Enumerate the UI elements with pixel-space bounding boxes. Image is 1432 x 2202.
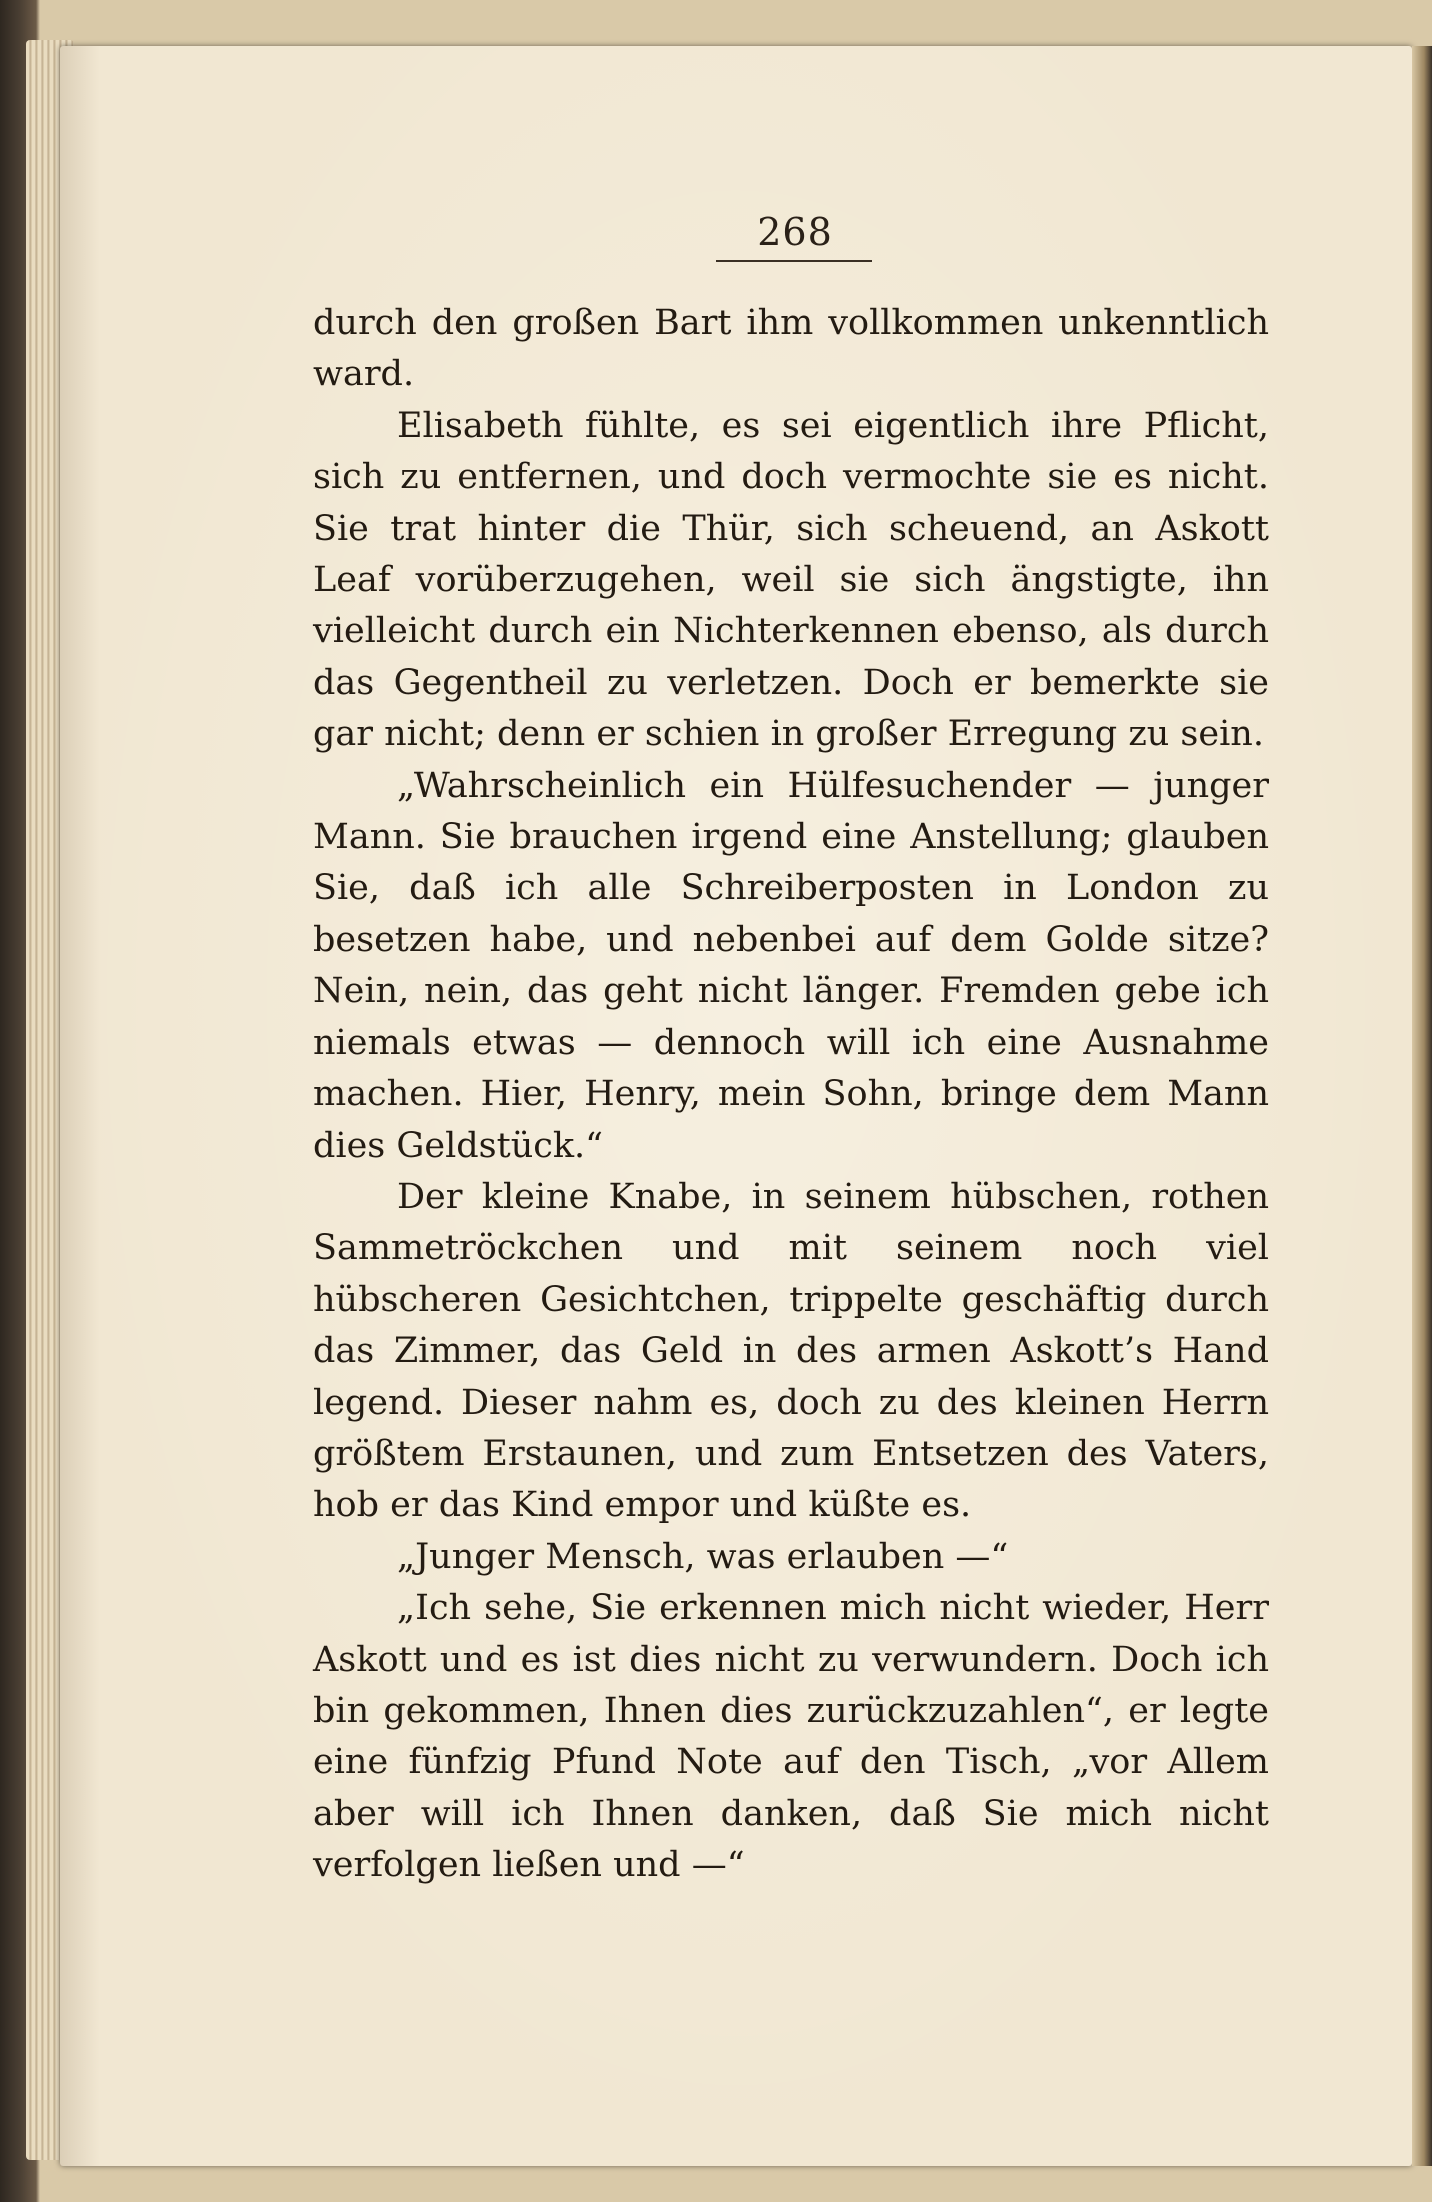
- body-text: [313, 298, 1269, 1892]
- header-rule: [716, 260, 872, 262]
- paragraph: „Ich sehe, Sie erkennen mich nicht wieder, Herr Askott und es ist dies nicht zu verwundern. Doch ich bin gekommen, Ihnen dies zurückzuzahlen“, er legte eine fünfzig Pfund Note auf den Tisch, „vor Allem aber will ich Ihnen danken, daß Sie mich nicht verfolgen ließen und —“: [313, 1588, 1269, 1886]
- paragraph: „Wahrscheinlich ein Hülfesuchender — junger Mann. Sie brauchen irgend eine Anstellung; glauben Sie, daß ich alle Schreiberposten in London zu besetzen habe, und nebenbei auf dem Golde sitze? Nein, nein, das geht nicht länger. Fremden gebe ich niemals etwas — dennoch will ich eine Ausnahme machen. Hier, Henry, mein Sohn, bringe dem Mann dies Geldstück.“: [313, 765, 1269, 1166]
- paragraph: Der kleine Knabe, in seinem hübschen, rothen Sammetröckchen und mit seinem noch viel hübscheren Gesichtchen, trippelte geschäftig durch das Zimmer, das Geld in des armen Askott’s Hand legend. Dieser nahm es, doch zu des kleinen Herrn größtem Erstaunen, und zum Entsetzen des Vaters, hob er das Kind empor und küßte es.: [313, 1176, 1269, 1526]
- paragraph: Elisabeth fühlte, es sei eigentlich ihre Pflicht, sich zu entfernen, und doch vermochte sie es nicht. Sie trat hinter die Thür, sich scheuend, an Askott Leaf vorüberzugehen, weil sie sich ängstigte, ihn vielleicht durch ein Nichterkennen ebenso, als durch das Gegentheil zu verletzen. Doch er bemerkte sie gar nicht; denn er schien in großer Erregung zu sein.: [313, 405, 1269, 755]
- gutter-edge: [1412, 46, 1432, 2166]
- paragraph: durch den großen Bart ihm vollkommen unkenntlich ward.: [313, 303, 1269, 395]
- paragraph: „Junger Mensch, was erlauben —“: [397, 1536, 1009, 1577]
- page-number: 268: [757, 210, 833, 254]
